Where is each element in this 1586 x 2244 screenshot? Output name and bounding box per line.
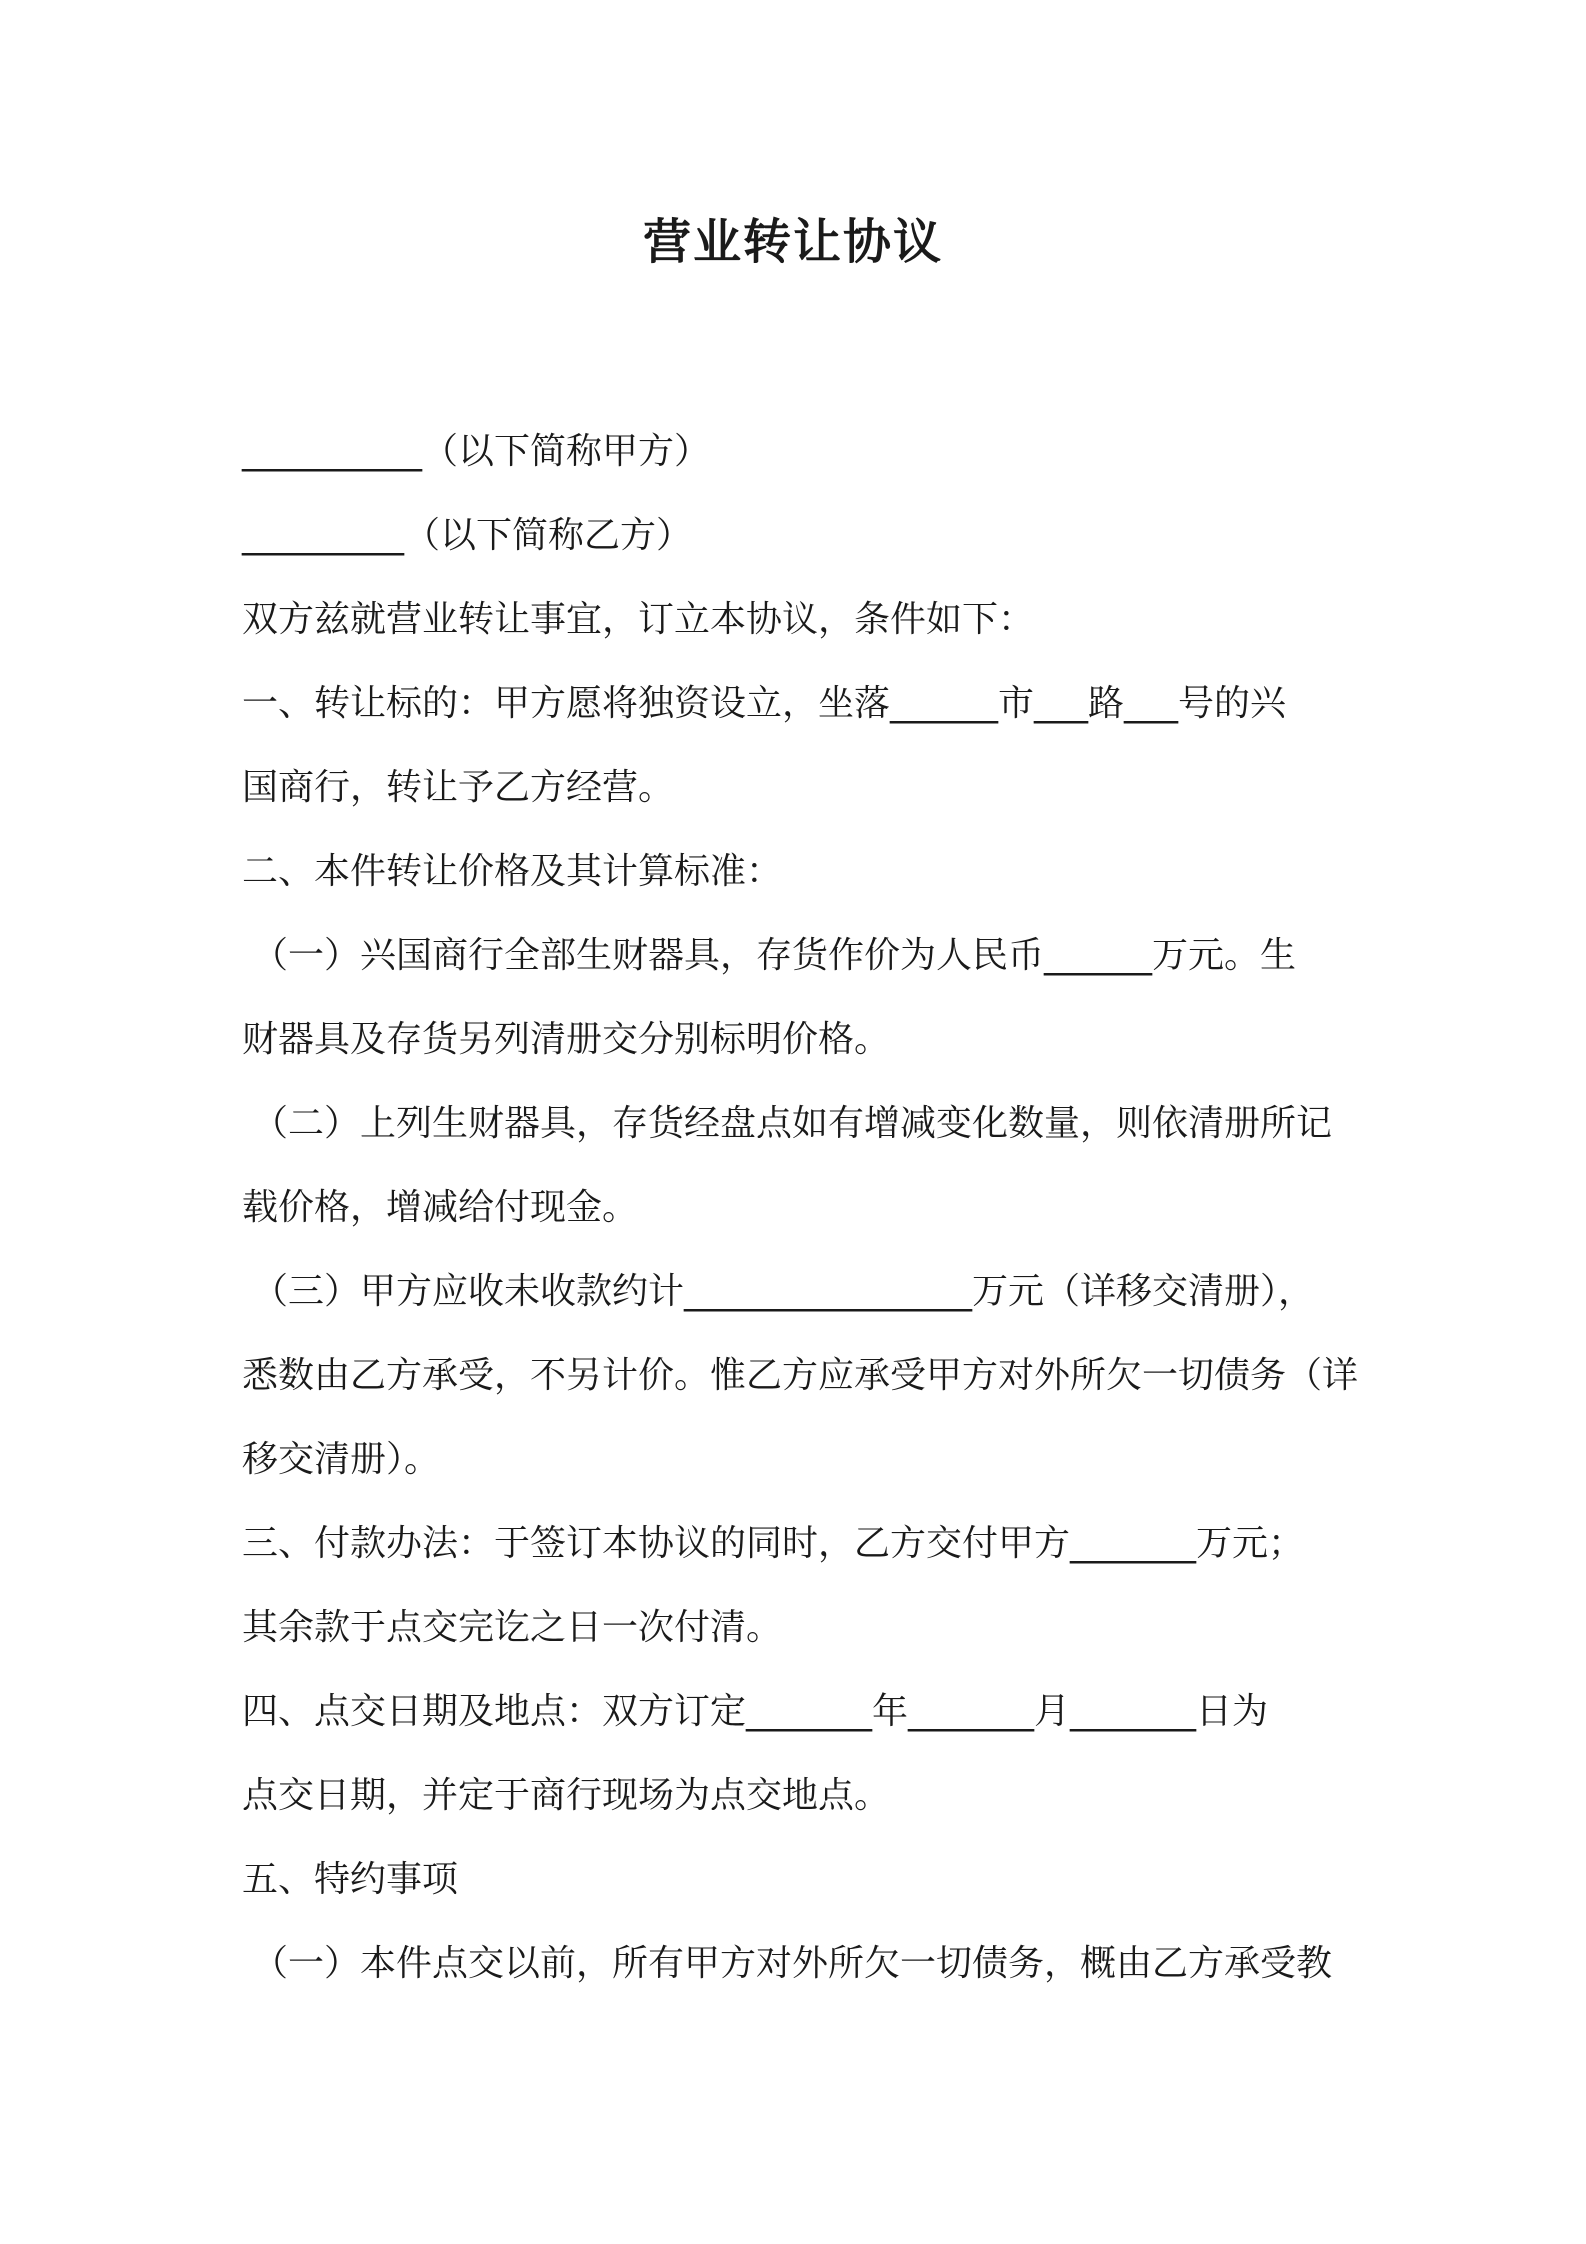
- clause-1-line-2: 国商行，转让予乙方经营。: [242, 767, 675, 808]
- clause-2-1-line-1: （一）兴国商行全部生财器具，存货作价为人民币______万元。生: [252, 935, 1297, 976]
- document-title: 营业转让协议: [642, 214, 943, 270]
- clause-2-heading: 二、本件转让价格及其计算标准：: [242, 851, 783, 892]
- clause-4-line-1: 四、点交日期及地点：双方订定_______年_______月_______日为: [242, 1691, 1269, 1732]
- clause-2-2-line-1: （二）上列生财器具，存货经盘点如有增减变化数量，则依清册所记: [252, 1103, 1333, 1144]
- clause-3-line-2: 其余款于点交完讫之日一次付清。: [242, 1607, 783, 1648]
- party-b-line: _________（以下简称乙方）: [242, 515, 693, 556]
- clause-4-line-2: 点交日期，并定于商行现场为点交地点。: [242, 1775, 891, 1816]
- clause-5-1-line-1: （一）本件点交以前，所有甲方对外所欠一切债务，概由乙方承受教: [252, 1943, 1333, 1984]
- clause-3-line-1: 三、付款办法：于签订本协议的同时，乙方交付甲方_______万元；: [242, 1523, 1305, 1564]
- document-body: [242, 410, 1360, 2006]
- clause-2-2-line-2: 载价格，增减给付现金。: [242, 1187, 639, 1228]
- preamble-line: 双方兹就营业转让事宜，订立本协议，条件如下：: [242, 599, 1035, 640]
- party-a-line: __________（以下简称甲方）: [242, 431, 711, 472]
- clause-2-3-line-2: 悉数由乙方承受，不另计价。惟乙方应承受甲方对外所欠一切债务（详: [242, 1355, 1359, 1396]
- clause-2-1-line-2: 财器具及存货另列清册交分别标明价格。: [242, 1019, 891, 1060]
- clause-5-heading: 五、特约事项: [242, 1859, 459, 1900]
- clause-2-3-line-3: 移交清册）。: [242, 1439, 441, 1480]
- clause-2-3-line-1: （三）甲方应收未收款约计________________万元（详移交清册），: [252, 1271, 1315, 1312]
- clause-1-line-1: 一、转让标的：甲方愿将独资设立，坐落______市___路___号的兴: [242, 683, 1287, 724]
